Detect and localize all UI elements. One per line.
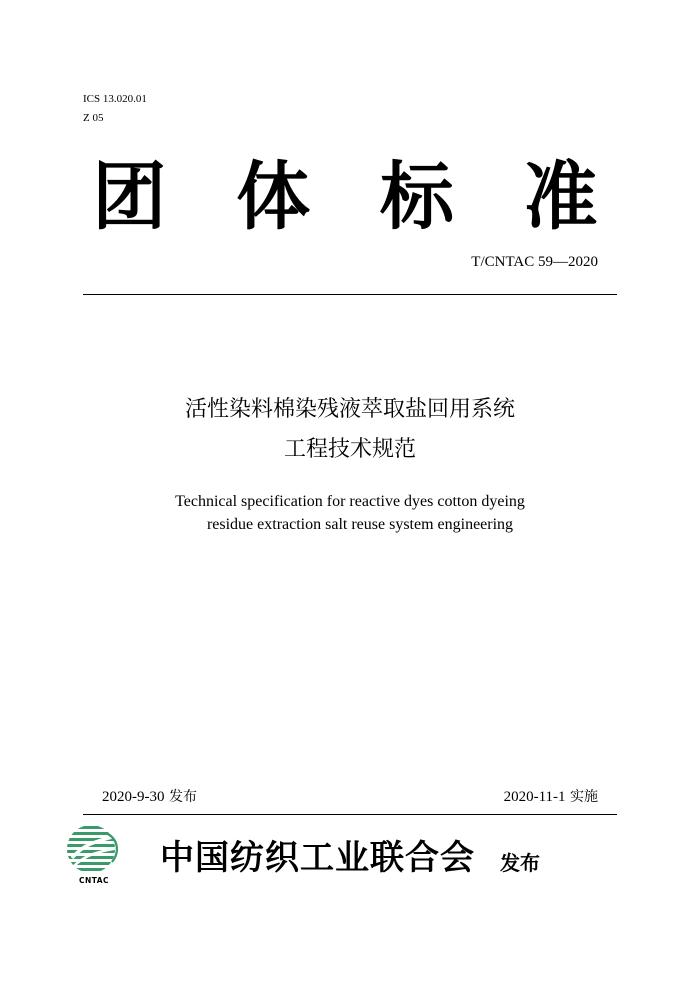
issue-date-label: 发布: [164, 789, 197, 805]
implementation-date-value: 2020-11-1: [503, 789, 566, 805]
publisher-name: 中国纺织工业联合会: [160, 838, 475, 878]
implementation-date-label: 实施: [565, 789, 598, 805]
implementation-date: [504, 786, 598, 806]
classification-codes: [83, 90, 147, 128]
standard-type-heading: 团 体 标 准: [92, 154, 620, 240]
chinese-title: [0, 392, 700, 468]
chinese-title-line1: 活性染料棉染残液萃取盐回用系统: [184, 397, 515, 422]
issue-date: [102, 786, 197, 806]
chinese-title-line2: 工程技术规范: [283, 437, 416, 462]
ics-code: ICS 13.020.01: [83, 93, 147, 105]
cntac-emblem-icon: [64, 822, 124, 876]
top-divider: [83, 294, 617, 295]
cntac-logo: [64, 822, 124, 892]
publish-label: 发布: [500, 851, 540, 875]
standard-number: T/CNTAC 59—2020: [471, 254, 598, 270]
logo-text: CNTAC: [78, 876, 110, 885]
ccs-code: Z 05: [83, 112, 104, 124]
english-title-line2: residue extraction salt reuse system engineering: [206, 516, 514, 533]
english-title-line1: Technical specification for reactive dyes cotton dyeing: [175, 493, 525, 510]
bottom-divider: [83, 814, 617, 815]
english-title: [0, 490, 700, 536]
issue-date-value: 2020-9-30: [102, 789, 165, 805]
